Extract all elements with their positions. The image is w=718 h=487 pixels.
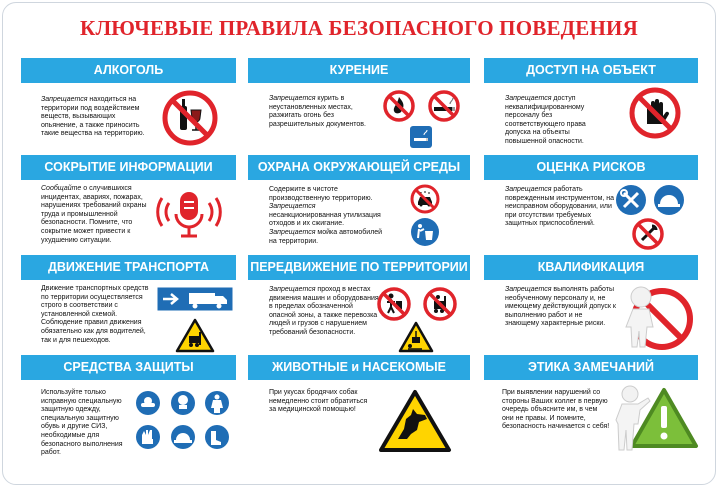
dog-warning-icon (378, 389, 452, 453)
worker-warning-icon (612, 382, 700, 456)
section-heading-access: ДОСТУП НА ОБЪЕКТ (484, 58, 698, 83)
section-text-transport: Движение транспортных средств по территории осуществляется строго в соответствии с установленной схемой. Соблюдение правил движения обязательно как для водителей, так и для пешеходов. (41, 285, 149, 344)
section-text-environment: Содержите в чистоте производственную территорию. Запрещается несанкционированная утилизация отходов и их сжигание. Запрещается мойка автомобилей на территории. (269, 186, 383, 245)
section-heading-concealment: СОКРЫТИЕ ИНФОРМАЦИИ (21, 155, 236, 180)
waste-bin-icon (410, 217, 440, 247)
section-text-ethics: При выявлении нарушений со стороны Ваших коллег в первую очередь объясните им, в чем они не правы. И помните, безопасность начинается с себя! (502, 389, 610, 431)
no-broken-tools-icon (632, 218, 664, 250)
section-heading-ethics: ЭТИКА ЗАМЕЧАНИЙ (484, 355, 698, 380)
goggles-icon (135, 390, 161, 416)
forklift-warning-icon (175, 318, 215, 353)
section-heading-risk: ОЦЕНКА РИСКОВ (484, 155, 698, 180)
tools-icon (615, 184, 647, 216)
no-alcohol-icon (162, 90, 218, 146)
section-text-qualification: Запрещается выполнять работы необученному персоналу и, не имеющему действующий допуск к выполнению работ и не знающему характерные риски. (505, 286, 616, 328)
section-text-movement: Запрещается проход в местах движения машин и оборудования в пределах обозначенной опасной зоны, а также перевозка людей и грузов с нарушением требований безопасности. (269, 286, 379, 336)
section-heading-environment: ОХРАНА ОКРУЖАЮЩЕЙ СРЕДЫ (248, 155, 470, 180)
no-forklift-passengers-icon (423, 287, 457, 321)
mask-icon (170, 390, 196, 416)
gloves-icon (135, 424, 161, 450)
section-text-alcohol: Запрещается находиться на территории под воздействием веществ, вызывающих опьянение, а также приносить такие вещества на территорию. (41, 96, 145, 138)
section-heading-movement: ПЕРЕДВИЖЕНИЕ ПО ТЕРРИТОРИИ (248, 255, 470, 280)
no-smoking-icon (428, 90, 460, 122)
suit-icon (204, 390, 230, 416)
section-text-access: Запрещается доступ неквалифицированному персоналу без соответствующего права допуска на объекты повышенной опасности. (505, 95, 586, 145)
section-heading-animals: ЖИВОТНЫЕ и НАСЕКОМЫЕ (248, 355, 470, 380)
no-fire-icon (383, 90, 415, 122)
poster-title: КЛЮЧЕВЫЕ ПРАВИЛА БЕЗОПАСНОГО ПОВЕДЕНИЯ (80, 16, 638, 40)
section-text-concealment: Сообщайте о случившихся инцидентах, авариях, пожарах, нарушениях требований охраны труда и промышленной безопасности. Помните, что сокрытие может привести к ухудшению ситуации. (41, 185, 147, 244)
helmet-icon (653, 184, 685, 216)
hardhat-icon (170, 424, 196, 450)
section-heading-smoking: КУРЕНИЕ (248, 58, 470, 83)
falling-load-warning-icon (398, 321, 434, 353)
microphone-icon (154, 188, 224, 240)
worker-prohibition-icon (617, 283, 699, 351)
section-text-risk: Запрещается работать поврежденным инструментом, на неисправном оборудовании, или при отсутствии требуемых защитных приспособлений. (505, 186, 615, 228)
no-entry-hand-icon (630, 88, 680, 138)
section-text-animals: При укусах бродячих собак немедленно стоит обратиться за медицинской помощью! (269, 389, 368, 414)
section-text-ppe: Используйте только исправную специальную защитную одежду, специальную защитную обувь и другие СИЗ, необходимые для безопасного выполнения работ. (41, 389, 123, 457)
boots-icon (204, 424, 230, 450)
no-pedestrians-icon (377, 287, 411, 321)
section-heading-transport: ДВИЖЕНИЕ ТРАНСПОРТА (21, 255, 236, 280)
no-car-wash-icon (410, 184, 440, 214)
section-heading-qualification: КВАЛИФИКАЦИЯ (484, 255, 698, 280)
section-heading-alcohol: АЛКОГОЛЬ (21, 58, 236, 83)
smoking-area-icon (410, 126, 432, 148)
section-heading-ppe: СРЕДСТВА ЗАЩИТЫ (21, 355, 236, 380)
section-text-smoking: Запрещается курить в неустановленных местах, разжигать огонь без разрешительных документов. (269, 95, 366, 128)
truck-direction-icon (157, 287, 233, 311)
